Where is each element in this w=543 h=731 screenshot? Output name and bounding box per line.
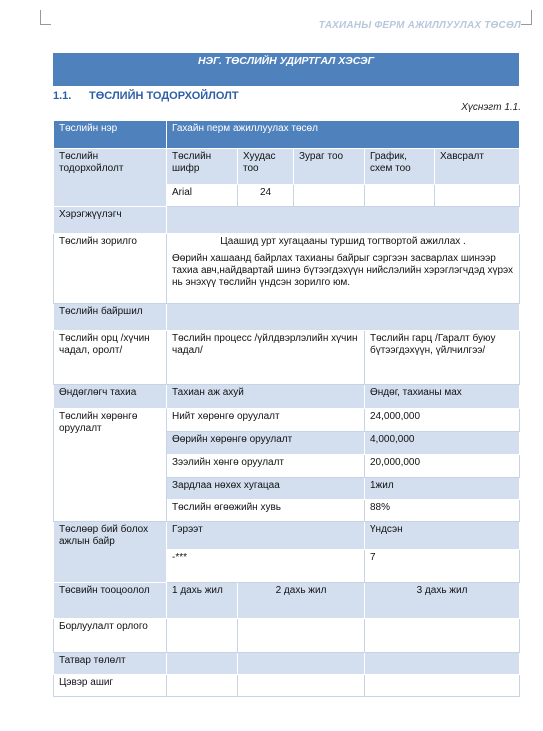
section-title: ТӨСЛИЙН ТОДОРХОЙЛОЛТ [89,90,239,102]
crop-mark-right [521,10,532,25]
revenue-year-3 [365,619,520,653]
table-row [54,304,520,331]
table-row [54,121,520,149]
definition-col-code: Төслийн шифр [167,149,238,185]
io-label: Төслийн орц /хүчин чадал, оролт/ [54,331,167,385]
revenue-year-2 [238,619,365,653]
crop-mark-left [40,10,51,25]
definition-val-pages: 24 [238,185,294,207]
table-row [54,331,520,385]
table-row [54,675,520,697]
section-heading [53,90,239,102]
table-row [54,385,520,409]
funding-name: Зардлаа нөхөх хугацаа [167,478,365,500]
executor-label: Хэрэгжүүлэгч [54,207,167,234]
goal-description: Өөрийн хашаанд байрлах тахианы байрыг сэргээн засварлах шинээр тахиа авч,найдвартай шинэ бүтээгдэхүүн нийслэлийн хэрэглэгчдэд хүрэх нь энэхүү төслийн үндсэн зорилго юм. [172,253,514,288]
project-name-label: Төслийн нэр [54,121,167,149]
section-number: 1.1. [53,90,72,102]
definition-col-charts: График, схем тоо [365,149,435,185]
sector-middle: Тахиан аж ахуй [167,385,365,409]
profit-year-1 [167,675,238,697]
goal-label: Төслийн зорилго [54,234,167,304]
definition-val-appendix [435,185,520,207]
funding-name: Нийт хөрөнгө оруулалт [167,409,365,432]
jobs-value: Үндсэн [365,522,520,550]
io-process: Төслийн процесс /үйлдвэрлэлийн хүчин чадал/ [167,331,365,385]
goal-value [167,234,520,304]
definition-val-charts [365,185,435,207]
budget-year-2: 2 дахь жил [238,583,365,619]
table-caption: Хүснэгт 1.1. [461,102,521,113]
profit-label: Цэвэр ашиг [54,675,167,697]
table-row [54,653,520,675]
funding-value: 1жил [365,478,520,500]
table-row [54,409,520,432]
budget-year-1: 1 дахь жил [167,583,238,619]
definition-col-appendix: Хавсралт [435,149,520,185]
funding-value: 24,000,000 [365,409,520,432]
table-row [54,522,520,550]
chapter-title: НЭГ. ТӨСЛИЙН УДИРТГАЛ ХЭСЭГ [53,53,519,86]
sector-right: Өндөг, тахианы мах [365,385,520,409]
funding-label: Төслийн хөрөнгө оруулалт [54,409,167,522]
location-value [167,304,520,331]
funding-name: Төслийн өгөөжийн хувь [167,500,365,522]
funding-value: 20,000,000 [365,455,520,478]
revenue-label: Борлуулалт орлого [54,619,167,653]
funding-value: 4,000,000 [365,432,520,455]
revenue-year-1 [167,619,238,653]
table-row [54,149,520,185]
table-row [54,583,520,619]
profit-year-2 [238,675,365,697]
profit-year-3 [365,675,520,697]
sector-label: Өндөглөгч тахиа [54,385,167,409]
table-row [54,207,520,234]
funding-value: 88% [365,500,520,522]
jobs-name: -*** [167,550,365,583]
executor-value [167,207,520,234]
table-row [54,619,520,653]
tax-label: Татвар төлөлт [54,653,167,675]
budget-year-3: 3 дахь жил [365,583,520,619]
funding-name: Өөрийн хөрөнгө оруулалт [167,432,365,455]
funding-name: Зээлийн хөнгө оруулалт [167,455,365,478]
jobs-label: Төслөөр бий болох ажлын байр [54,522,167,583]
definition-label: Төслийн тодорхойлолт [54,149,167,207]
definition-val-figures [294,185,365,207]
goal-intro: Цаашид урт хугацааны туршид тогтвортой ажиллах . [220,236,466,247]
location-label: Төслийн байршил [54,304,167,331]
tax-year-2 [238,653,365,675]
running-header: ТАХИАНЫ ФЕРМ АЖИЛЛУУЛАХ ТӨСӨЛ [318,20,521,31]
budget-label: Төсвийн тооцоолол [54,583,167,619]
table-row [54,234,520,304]
tax-year-3 [365,653,520,675]
definition-col-figures: Зураг тоо [294,149,365,185]
tax-year-1 [167,653,238,675]
project-definition-table [53,120,520,697]
jobs-name: Гэрээт [167,522,365,550]
jobs-value: 7 [365,550,520,583]
definition-val-code: Arial [167,185,238,207]
io-output: Төслийн гарц /Гаралт буюу бүтээгдэхүүн, үйлчилгээ/ [365,331,520,385]
project-name-value: Гахайн перм ажиллуулах төсөл [167,121,520,149]
definition-col-pages: Хуудас тоо [238,149,294,185]
